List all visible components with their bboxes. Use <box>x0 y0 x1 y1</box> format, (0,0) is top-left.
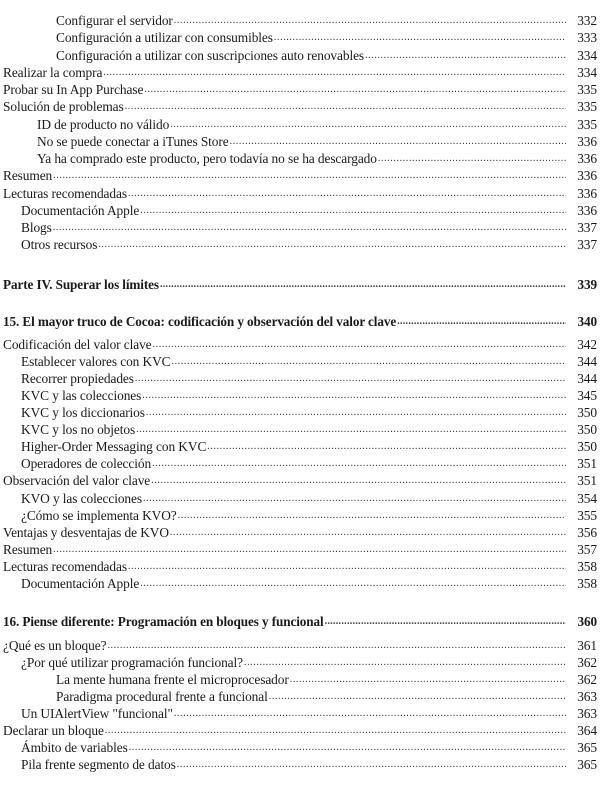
toc-entry-title: Establecer valores con KVC <box>21 354 171 369</box>
toc-entry <box>0 524 600 541</box>
toc-page-number: 335 <box>577 82 597 97</box>
toc-entry <box>0 64 600 81</box>
toc-page-number: 344 <box>577 371 597 386</box>
toc-entry <box>0 705 600 722</box>
toc-entry-title: Realizar la compra <box>3 65 103 80</box>
toc-page-number: 334 <box>577 65 597 80</box>
dot-leader <box>269 692 566 702</box>
toc-entry-title: KVC y los no objetos <box>21 422 136 437</box>
toc-entry-title: KVC y las colecciones <box>21 388 142 403</box>
toc-page-number: 336 <box>577 134 597 149</box>
toc-entry-title: Resumen <box>3 542 53 557</box>
dot-leader <box>178 511 566 521</box>
toc-entry <box>0 472 600 489</box>
dot-leader <box>230 137 566 147</box>
dot-leader <box>128 189 566 199</box>
toc-chapter-entry <box>0 313 600 330</box>
toc-page-number: 336 <box>577 186 597 201</box>
toc-page-number: 362 <box>577 655 597 670</box>
dot-leader <box>128 562 566 572</box>
toc-chapter-entry <box>0 276 600 293</box>
toc-entry-title: ¿Qué es un bloque? <box>3 638 107 653</box>
dot-leader <box>53 545 566 555</box>
toc-entry-title: Documentación Apple <box>21 203 140 218</box>
toc-page-number: 345 <box>577 388 597 403</box>
toc-entry-title: Configurar el servidor <box>56 13 173 28</box>
toc-entry <box>0 438 600 455</box>
toc-entry <box>0 455 600 472</box>
toc-entry <box>0 47 600 64</box>
toc-entry-title: Configuración a utilizar con consumibles <box>56 30 273 45</box>
dot-leader <box>378 154 566 164</box>
dot-leader <box>98 240 566 250</box>
toc-entry <box>0 185 600 202</box>
toc-page-number: 365 <box>577 757 597 772</box>
toc-entry-title: Recorrer propiedades <box>21 371 134 386</box>
toc-entry-title: KVO y las colecciones <box>21 491 142 506</box>
dot-leader <box>143 494 566 504</box>
toc-entry <box>0 116 600 133</box>
toc-page-number: 364 <box>577 723 597 738</box>
toc-entry-title: Ámbito de variables <box>21 740 128 755</box>
toc-entry-title: ¿Por qué utilizar programación funcional? <box>21 655 243 670</box>
toc-entry <box>0 150 600 167</box>
toc-entry <box>0 688 600 705</box>
toc-entry-title: Declarar un bloque <box>3 723 104 738</box>
toc-page-number: 365 <box>577 740 597 755</box>
toc-entry-title: KVC y los diccionarios <box>21 405 145 420</box>
toc-entry-title: Lecturas recomendadas <box>3 559 127 574</box>
dot-leader <box>325 617 566 627</box>
dot-leader <box>103 68 566 78</box>
toc-entry <box>0 575 600 592</box>
toc-entry <box>0 370 600 387</box>
toc-entry <box>0 541 600 558</box>
toc-entry-title: Ya ha comprado este producto, pero todavía no se ha descargado <box>37 151 377 166</box>
toc-page-number: 350 <box>577 439 597 454</box>
toc-entry-title: La mente humana frente el microprocesador <box>56 672 289 687</box>
dot-leader <box>174 709 566 719</box>
toc-entry <box>0 202 600 219</box>
toc-page-number: 350 <box>577 422 597 437</box>
toc-entry <box>0 654 600 671</box>
toc-entry-title: Parte IV. Superar los límites <box>3 277 159 292</box>
toc-page-number: 335 <box>577 117 597 132</box>
toc-page-number: 363 <box>577 706 597 721</box>
toc-entry-title: Configuración a utilizar con suscripciones auto renovables <box>56 48 365 63</box>
toc-page-number: 339 <box>577 277 597 292</box>
dot-leader <box>105 726 566 736</box>
dot-leader <box>397 317 566 327</box>
toc-entry <box>0 558 600 575</box>
dot-leader <box>160 280 566 290</box>
toc-entry <box>0 490 600 507</box>
toc-entry-title: Resumen <box>3 168 53 183</box>
toc-entry <box>0 167 600 184</box>
toc-entry-title: Un UIAlertView "funcional" <box>21 706 173 721</box>
dot-leader <box>53 223 566 233</box>
toc-page-number: 351 <box>577 473 597 488</box>
toc-page-number: 337 <box>577 220 597 235</box>
dot-leader <box>140 206 566 216</box>
toc-page-number: 358 <box>577 559 597 574</box>
dot-leader <box>125 102 566 112</box>
dot-leader <box>136 425 566 435</box>
toc-entry <box>0 404 600 421</box>
dot-leader <box>153 340 566 350</box>
toc-page-number: 344 <box>577 354 597 369</box>
toc-page-number: 358 <box>577 576 597 591</box>
toc-entry <box>0 29 600 46</box>
toc-page-number: 336 <box>577 151 597 166</box>
toc-entry <box>0 81 600 98</box>
toc-page-number: 350 <box>577 405 597 420</box>
dot-leader <box>152 459 566 469</box>
dot-leader <box>146 408 566 418</box>
dot-leader <box>170 528 566 538</box>
dot-leader <box>140 579 566 589</box>
toc-page-number: 363 <box>577 689 597 704</box>
toc-entry <box>0 722 600 739</box>
toc-entry <box>0 236 600 253</box>
toc-chapter-entry <box>0 613 600 630</box>
toc-entry <box>0 353 600 370</box>
toc-page-number: 334 <box>577 48 597 63</box>
toc-page-number: 332 <box>577 13 597 28</box>
dot-leader <box>144 85 566 95</box>
toc-entry <box>0 12 600 29</box>
toc-entry <box>0 133 600 150</box>
toc-entry-title: 15. El mayor truco de Cocoa: codificación y observación del valor clave <box>3 314 397 329</box>
toc-entry-title: Observación del valor clave <box>3 473 151 488</box>
toc-entry <box>0 739 600 756</box>
toc-entry <box>0 671 600 688</box>
toc-entry-title: Ventajas y desventajas de KVO <box>3 525 169 540</box>
toc-page-number: 354 <box>577 491 597 506</box>
toc-page-number: 351 <box>577 456 597 471</box>
toc-page-number: 357 <box>577 542 597 557</box>
toc-page-number: 336 <box>577 203 597 218</box>
toc-entry-title: Higher-Order Messaging con KVC <box>21 439 207 454</box>
toc-entry <box>0 336 600 353</box>
dot-leader <box>274 33 566 43</box>
toc-entry-title: Lecturas recomendadas <box>3 186 127 201</box>
toc-entry-title: ¿Cómo se implementa KVO? <box>21 508 177 523</box>
toc-entry-title: Solución de problemas <box>3 99 124 114</box>
toc-entry-title: No se puede conectar a iTunes Store <box>37 134 229 149</box>
dot-leader <box>129 743 566 753</box>
dot-leader <box>177 760 566 770</box>
toc-page-number: 342 <box>577 337 597 352</box>
toc-entry-title: Operadores de colección <box>21 456 152 471</box>
toc-entry <box>0 219 600 236</box>
dot-leader <box>53 171 566 181</box>
dot-leader <box>142 391 566 401</box>
toc-page-number: 336 <box>577 168 597 183</box>
toc-entry <box>0 756 600 773</box>
toc-entry <box>0 507 600 524</box>
toc-entry <box>0 637 600 654</box>
toc-page-number: 333 <box>577 30 597 45</box>
dot-leader <box>365 51 566 61</box>
toc-entry <box>0 387 600 404</box>
toc-entry-title: ID de producto no válido <box>37 117 170 132</box>
toc-page-number: 360 <box>577 614 597 629</box>
toc-page-number: 335 <box>577 99 597 114</box>
toc-entry <box>0 421 600 438</box>
toc-entry-title: Blogs <box>21 220 52 235</box>
toc-page-number: 337 <box>577 237 597 252</box>
toc-entry <box>0 98 600 115</box>
toc-entry-title: Otros recursos <box>21 237 98 252</box>
dot-leader <box>171 357 566 367</box>
dot-leader <box>244 658 566 668</box>
dot-leader <box>151 476 566 486</box>
dot-leader <box>207 442 566 452</box>
toc-page-number: 340 <box>577 314 597 329</box>
toc-entry-title: Probar su In App Purchase <box>3 82 144 97</box>
toc-entry-title: Pila frente segmento de datos <box>21 757 176 772</box>
toc-page-number: 356 <box>577 525 597 540</box>
dot-leader <box>290 675 566 685</box>
toc-entry-title: Paradigma procedural frente a funcional <box>56 689 268 704</box>
dot-leader <box>135 374 566 384</box>
dot-leader <box>107 641 566 651</box>
toc-entry-title: Codificación del valor clave <box>3 337 152 352</box>
toc-page-number: 355 <box>577 508 597 523</box>
dot-leader <box>170 120 566 130</box>
toc-page-number: 361 <box>577 638 597 653</box>
toc-entry-title: Documentación Apple <box>21 576 140 591</box>
toc-page-number: 362 <box>577 672 597 687</box>
toc-entry-title: 16. Piense diferente: Programación en bloques y funcional <box>3 614 324 629</box>
dot-leader <box>174 16 566 26</box>
